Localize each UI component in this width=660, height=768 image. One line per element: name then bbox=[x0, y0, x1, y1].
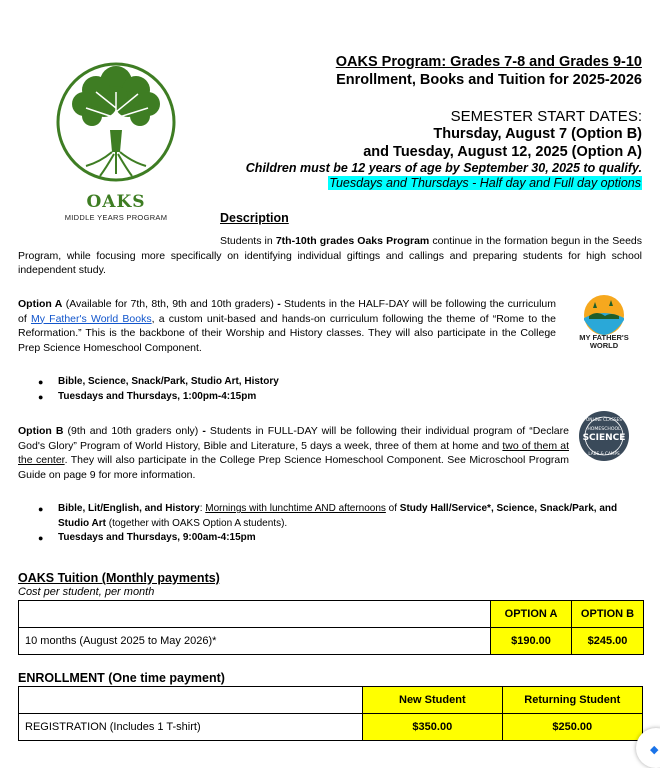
description-text: Students in bbox=[220, 235, 276, 247]
option-b-column-header: OPTION B bbox=[572, 601, 644, 628]
table-cell-empty bbox=[19, 687, 363, 714]
option-b-label: Option B bbox=[18, 425, 64, 437]
my-fathers-world-link[interactable]: My Father's World Books bbox=[30, 312, 152, 325]
badge-mid-text: HOMESCHOOL bbox=[587, 427, 621, 432]
description-heading: Description bbox=[220, 211, 289, 225]
option-b-dash: - bbox=[202, 425, 206, 437]
registration-row-label: REGISTRATION (Includes 1 T-shirt) bbox=[19, 714, 363, 741]
option-a-availability: (Available for 7th, 8th, 9th and 10th graders) bbox=[62, 298, 278, 310]
bullet-of: of bbox=[385, 503, 400, 514]
option-a-text: Students in the HALF-DAY will be following the curriculum of bbox=[18, 298, 556, 325]
table-row bbox=[19, 628, 644, 655]
option-b-text-rest: . They will also participate in the College Prep Science Homeschool Component. See Microschool Program Guide on page 9 for more information. bbox=[18, 454, 569, 481]
new-student-price: $350.00 bbox=[363, 714, 502, 741]
table-row bbox=[19, 687, 643, 714]
oak-tree-icon bbox=[56, 52, 176, 192]
science-badge-icon bbox=[578, 410, 630, 462]
description-text-rest: continue in the formation begun in the Seeds Program, while focusing more specifically on identifying individual giftings and callings and preparing students for high school independent study. bbox=[18, 235, 643, 276]
badge-main-text: SCIENCE bbox=[582, 433, 626, 443]
bullet-subjects: Bible, Lit/English, and History bbox=[58, 503, 200, 514]
option-b-price: $245.00 bbox=[572, 628, 644, 655]
bullet-dot-icon: ● bbox=[38, 392, 44, 402]
globe-icon bbox=[575, 294, 633, 336]
new-student-column-header: New Student bbox=[363, 687, 502, 714]
option-b-paragraph bbox=[18, 424, 569, 482]
description-grades: 7th-10th grades Oaks Program bbox=[275, 235, 430, 247]
option-a-label: Option A bbox=[18, 298, 63, 310]
returning-student-column-header: Returning Student bbox=[502, 687, 642, 714]
table-cell-empty bbox=[19, 601, 491, 628]
bullet-text: Bible, Science, Snack/Park, Studio Art, History bbox=[58, 376, 279, 387]
option-a-column-header: OPTION A bbox=[491, 601, 572, 628]
doc-title: OAKS Program: Grades 7-8 and Grades 9-10 bbox=[335, 54, 642, 70]
doc-subtitle: Enrollment, Books and Tuition for 2025-2026 bbox=[336, 72, 642, 88]
badge-top-text: ONLINE CLASSES bbox=[586, 417, 622, 422]
description-paragraph bbox=[18, 234, 642, 278]
option-b-availability: (9th and 10th graders only) bbox=[63, 425, 203, 437]
option-b-text: Students in FULL-DAY will be following their individual program of “Declare God's Glory” Program of World History, Bible and Literature, 5 days a week, three of them at home and bbox=[18, 425, 569, 452]
bullet-dot-icon: ● bbox=[38, 377, 44, 387]
option-a-text-rest: , a custom unit-based and hands-on curriculum following the theme of “Rome to the Reformation.” This is the backbone of their Worship and History classes. They will also participate in the College Prep Science Homeschool Component. bbox=[18, 312, 556, 354]
bullet-dot-icon: ● bbox=[38, 533, 44, 543]
bullet-text: Tuesdays and Thursdays, 9:00am-4:15pm bbox=[58, 532, 256, 543]
enrollment-table bbox=[18, 686, 643, 741]
option-a-paragraph bbox=[18, 297, 556, 355]
option-a-price: $190.00 bbox=[491, 628, 572, 655]
homeschool-science-badge bbox=[578, 410, 630, 462]
option-b-underlined: two of them at the center bbox=[18, 439, 570, 466]
bullet-tail: (together with OAKS Option A students). bbox=[105, 517, 288, 529]
table-row bbox=[19, 601, 644, 628]
sparkle-icon: ◆ bbox=[650, 744, 659, 756]
option-b-date: Thursday, August 7 (Option B) bbox=[433, 126, 642, 142]
age-requirement: Children must be 12 years of age by September 30, 2025 to qualify. bbox=[245, 161, 642, 175]
option-a-dash: - bbox=[277, 298, 281, 310]
bullet-text: Tuesdays and Thursdays, 1:00pm-4:15pm bbox=[58, 391, 257, 402]
tuition-row-label: 10 months (August 2025 to May 2026)* bbox=[19, 628, 491, 655]
badge-bottom-text: LABS & CAMPS bbox=[588, 451, 620, 456]
bullet-dot-icon: ● bbox=[38, 504, 44, 514]
enrollment-heading: ENROLLMENT (One time payment) bbox=[18, 671, 225, 685]
semester-label: SEMESTER START DATES: bbox=[450, 108, 642, 125]
returning-student-price: $250.00 bbox=[502, 714, 642, 741]
schedule-note: Tuesdays and Thursdays - Half day and Full day options bbox=[329, 176, 641, 190]
tuition-subheading: Cost per student, per month bbox=[18, 586, 155, 598]
bullet-schedule: Mornings with lunchtime AND afternoons bbox=[205, 503, 386, 514]
option-a-date: and Tuesday, August 12, 2025 (Option A) bbox=[363, 144, 642, 160]
my-fathers-world-logo bbox=[575, 294, 633, 356]
bullet-activities: Study Hall/Service*, Science, Snack/Park, and Studio Art bbox=[58, 503, 618, 529]
mfw-logo-text: MY FATHER'S WORLD bbox=[579, 333, 629, 350]
bullet-text bbox=[58, 502, 643, 531]
bullet-colon: : bbox=[199, 503, 206, 514]
logo-subtitle: MIDDLE YEARS PROGRAM bbox=[64, 213, 168, 222]
table-row bbox=[19, 714, 643, 741]
logo-name: OAKS bbox=[86, 192, 146, 212]
oaks-logo bbox=[56, 52, 192, 224]
tuition-table bbox=[18, 600, 644, 655]
tuition-heading: OAKS Tuition (Monthly payments) bbox=[18, 571, 220, 585]
